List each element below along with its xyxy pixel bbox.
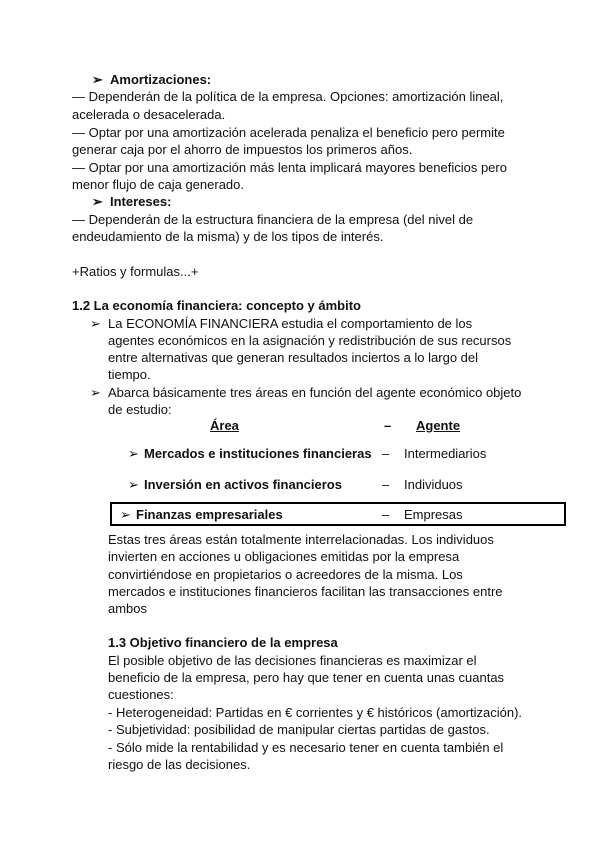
arrow-bullet-icon: ➢ — [92, 72, 103, 87]
row-dash: – — [382, 477, 390, 492]
table-row — [110, 473, 566, 497]
table-header-agent: Agente — [416, 418, 461, 433]
text-line: beneficio de la empresa, pero hay que tener en cuenta unas cuantas — [108, 670, 505, 685]
area-name: Mercados e instituciones financieras — [144, 446, 372, 461]
text-line: invierten en acciones u obligaciones emitidas por la empresa — [108, 549, 460, 564]
text-line: — Optar por una amortización más lenta implicará mayores beneficios pero — [72, 160, 507, 175]
arrow-bullet-icon: ➢ — [90, 385, 101, 400]
arrow-bullet-icon: ➢ — [128, 446, 139, 461]
intereses-heading-line — [92, 193, 171, 210]
agent-name: Individuos — [404, 477, 463, 492]
text-line: endeudamiento de la misma) y de los tipos de interés. — [72, 229, 384, 244]
arrow-bullet-icon: ➢ — [92, 194, 103, 209]
text-line: El posible objetivo de las decisiones financieras es maximizar el — [108, 653, 477, 668]
text-line: convirtiéndose en propietarios o acreedores de la misma. Los — [108, 567, 463, 582]
text-line: — Dependerán de la estructura financiera de la empresa (del nivel de — [72, 212, 474, 227]
area-name: Finanzas empresariales — [136, 507, 283, 522]
area-name: Inversión en activos financieros — [144, 477, 342, 492]
text-line: ambos — [108, 601, 148, 616]
text-line: acelerada o desacelerada. — [72, 107, 226, 122]
row-dash: – — [382, 507, 390, 522]
text-line: tiempo. — [108, 367, 151, 382]
text-line: mercados e instituciones financieros facilitan las transacciones entre — [108, 584, 503, 599]
text-line: - Heterogeneidad: Partidas en € corrientes y € históricos (amortización). — [108, 705, 523, 720]
table-row-highlighted — [110, 502, 566, 526]
arrow-bullet-icon: ➢ — [120, 507, 131, 522]
arrow-bullet-icon: ➢ — [128, 477, 139, 492]
text-line: de estudio: — [108, 402, 172, 417]
table-header-area: Área — [210, 418, 239, 433]
arrow-bullet-icon: ➢ — [90, 316, 101, 331]
section-1-2-title: 1.2 La economía financiera: concepto y ámbito — [72, 298, 361, 313]
text-line: generar caja por el ahorro de impuestos los primeros años. — [72, 142, 413, 157]
intereses-heading: Intereses: — [110, 194, 172, 209]
text-line: agentes económicos en la asignación y redistribución de sus recursos — [108, 333, 512, 348]
table-header-dash: – — [384, 418, 392, 433]
text-line: - Subjetividad: posibilidad de manipular ciertas partidas de gastos. — [108, 722, 490, 737]
text-line: La ECONOMÍA FINANCIERA estudia el comportamiento de los — [108, 316, 473, 331]
amortizaciones-heading-line — [92, 71, 211, 88]
text-line: - Sólo mide la rentabilidad y es necesario tener en cuenta también el — [108, 740, 504, 755]
section-1-3-title: 1.3 Objetivo financiero de la empresa — [108, 635, 338, 650]
agent-name: Empresas — [404, 507, 463, 522]
text-line: riesgo de las decisiones. — [108, 757, 251, 772]
row-dash: – — [382, 446, 390, 461]
text-line: menor flujo de caja generado. — [72, 177, 245, 192]
text-line: Abarca básicamente tres áreas en función del agente económico objeto — [108, 385, 522, 400]
text-line: cuestiones: — [108, 687, 174, 702]
ratios-note: +Ratios y formulas...+ — [72, 264, 199, 279]
amortizaciones-heading: Amortizaciones: — [110, 72, 212, 87]
text-line: — Optar por una amortización acelerada penaliza el beneficio pero permite — [72, 125, 505, 140]
text-line: — Dependerán de la política de la empresa. Opciones: amortización lineal, — [72, 89, 504, 104]
text-line: entre alternativas que generan resultados inciertos a lo largo del — [108, 350, 479, 365]
text-line: Estas tres áreas están totalmente interrelacionadas. Los individuos — [108, 532, 494, 547]
agent-name: Intermediarios — [404, 446, 487, 461]
areas-table — [110, 418, 566, 528]
table-row — [110, 442, 566, 466]
